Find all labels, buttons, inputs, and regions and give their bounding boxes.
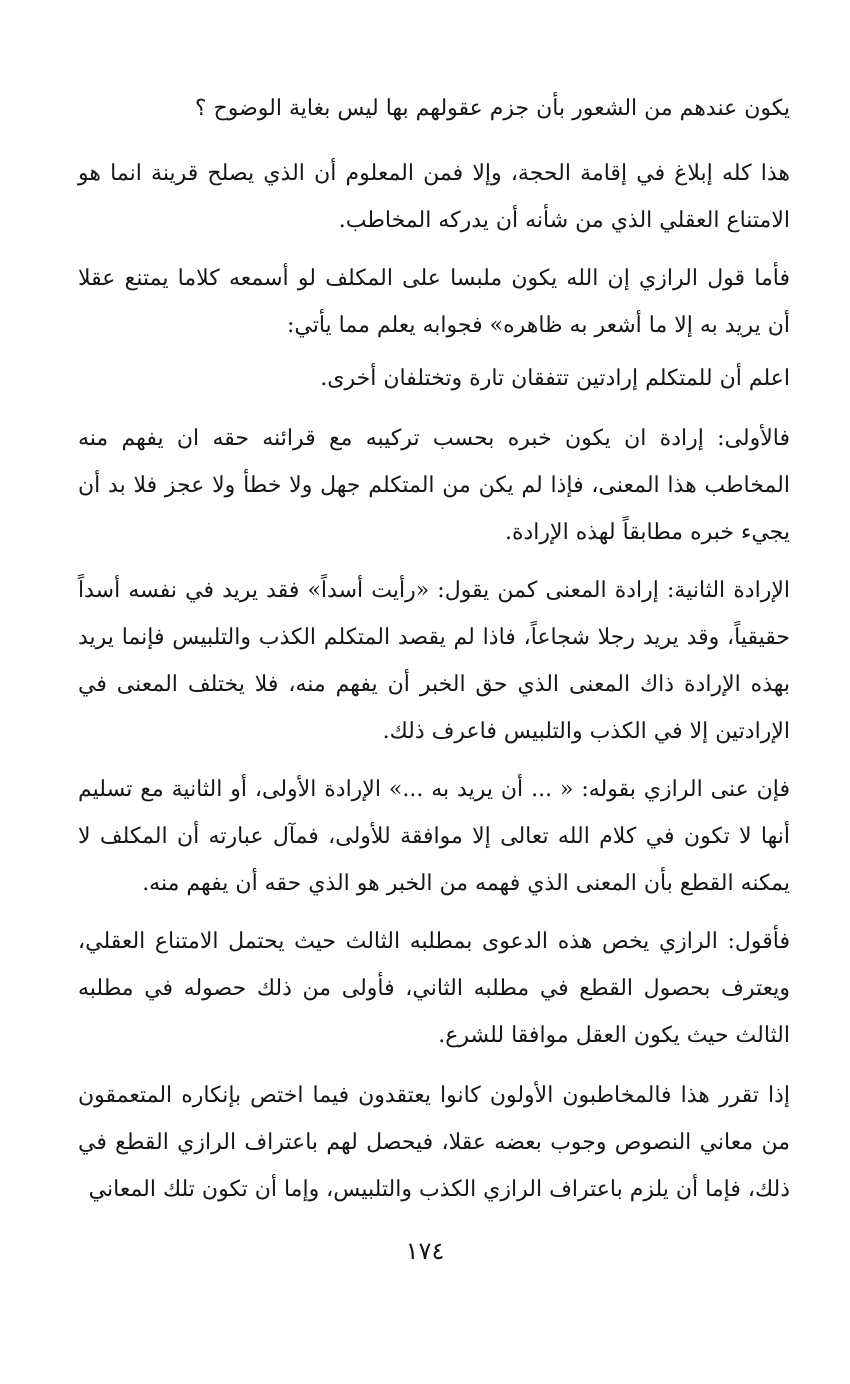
paragraph-argument: هذا كله إبلاغ في إقامة الحجة، وإلا فمن المعلوم أن الذي يصلح قرينة انما هو الامتناع العقلي الذي من شأنه أن يدركه المخاطب. bbox=[78, 161, 790, 233]
paragraph-two-intentions: اعلم أن للمتكلم إرادتين تتفقان تارة وتختلفان أخرى. bbox=[320, 366, 790, 391]
paragraph-conclusion: إذا تقرر هذا فالمخاطبون الأولون كانوا يعتقدون فيما اختص بإنكاره المتعمقون من معاني النصوص وجوب بعضه عقلا، فيحصل لهم باعتراف الرازي القطع في ذلك، فإما أن يلزم باعتراف الرازي الكذب والتلبيس، وإما أن تكون تلك المعاني bbox=[78, 1083, 790, 1202]
paragraph-reply: فأقول: الرازي يخص هذه الدعوى بمطلبه الثالث حيث يحتمل الامتناع العقلي، ويعترف بحصول القطع في مطلبه الثاني، فأولى من ذلك حصوله في مطلبه الثالث حيث يكون العقل موافقا للشرع. bbox=[78, 929, 790, 1048]
paragraph-razi-meaning: فإن عنى الرازي بقوله: « ... أن يريد به ...» الإرادة الأولى، أو الثانية مع تسليم أنها لا تكون في كلام الله تعالى إلا موافقة للأولى، فمآل عبارته أن المكلف لا يمكنه القطع بأن المعنى الذي فهمه من الخبر هو الذي حقه أن يفهم منه. bbox=[78, 777, 790, 896]
paragraph-first-intention: فالأولى: إرادة ان يكون خبره بحسب تركيبه مع قرائنه حقه ان يفهم منه المخاطب هذا المعنى، فإذا لم يكن من المتكلم جهل ولا خطأ ولا عجز فلا بد أن يجيء خبره مطابقاً لهذه الإرادة. bbox=[78, 426, 790, 545]
paragraph-continuation: يكون عندهم من الشعور بأن جزم عقولهم بها ليس بغاية الوضوح ؟ bbox=[194, 96, 790, 121]
page-number: ١٧٤ bbox=[405, 1237, 445, 1265]
paragraph-second-intention: الإرادة الثانية: إرادة المعنى كمن يقول: «رأيت أسداً» فقد يريد في نفسه أسداً حقيقياً، وقد يريد رجلا شجاعاً، فاذا لم يقصد المتكلم الكذب والتلبيس فإنما يريد بهذه الإرادة ذاك المعنى الذي حق الخبر أن يفهم منه، فلا يختلف المعنى في الإرادتين إلا في الكذب والتلبيس فاعرف ذلك. bbox=[78, 578, 790, 744]
paragraph-razi-quote: فأما قول الرازي إن الله يكون ملبسا على المكلف لو أسمعه كلاما يمتنع عقلا أن يريد به إلا ما أشعر به ظاهره» فجوابه يعلم مما يأتي: bbox=[78, 266, 790, 338]
